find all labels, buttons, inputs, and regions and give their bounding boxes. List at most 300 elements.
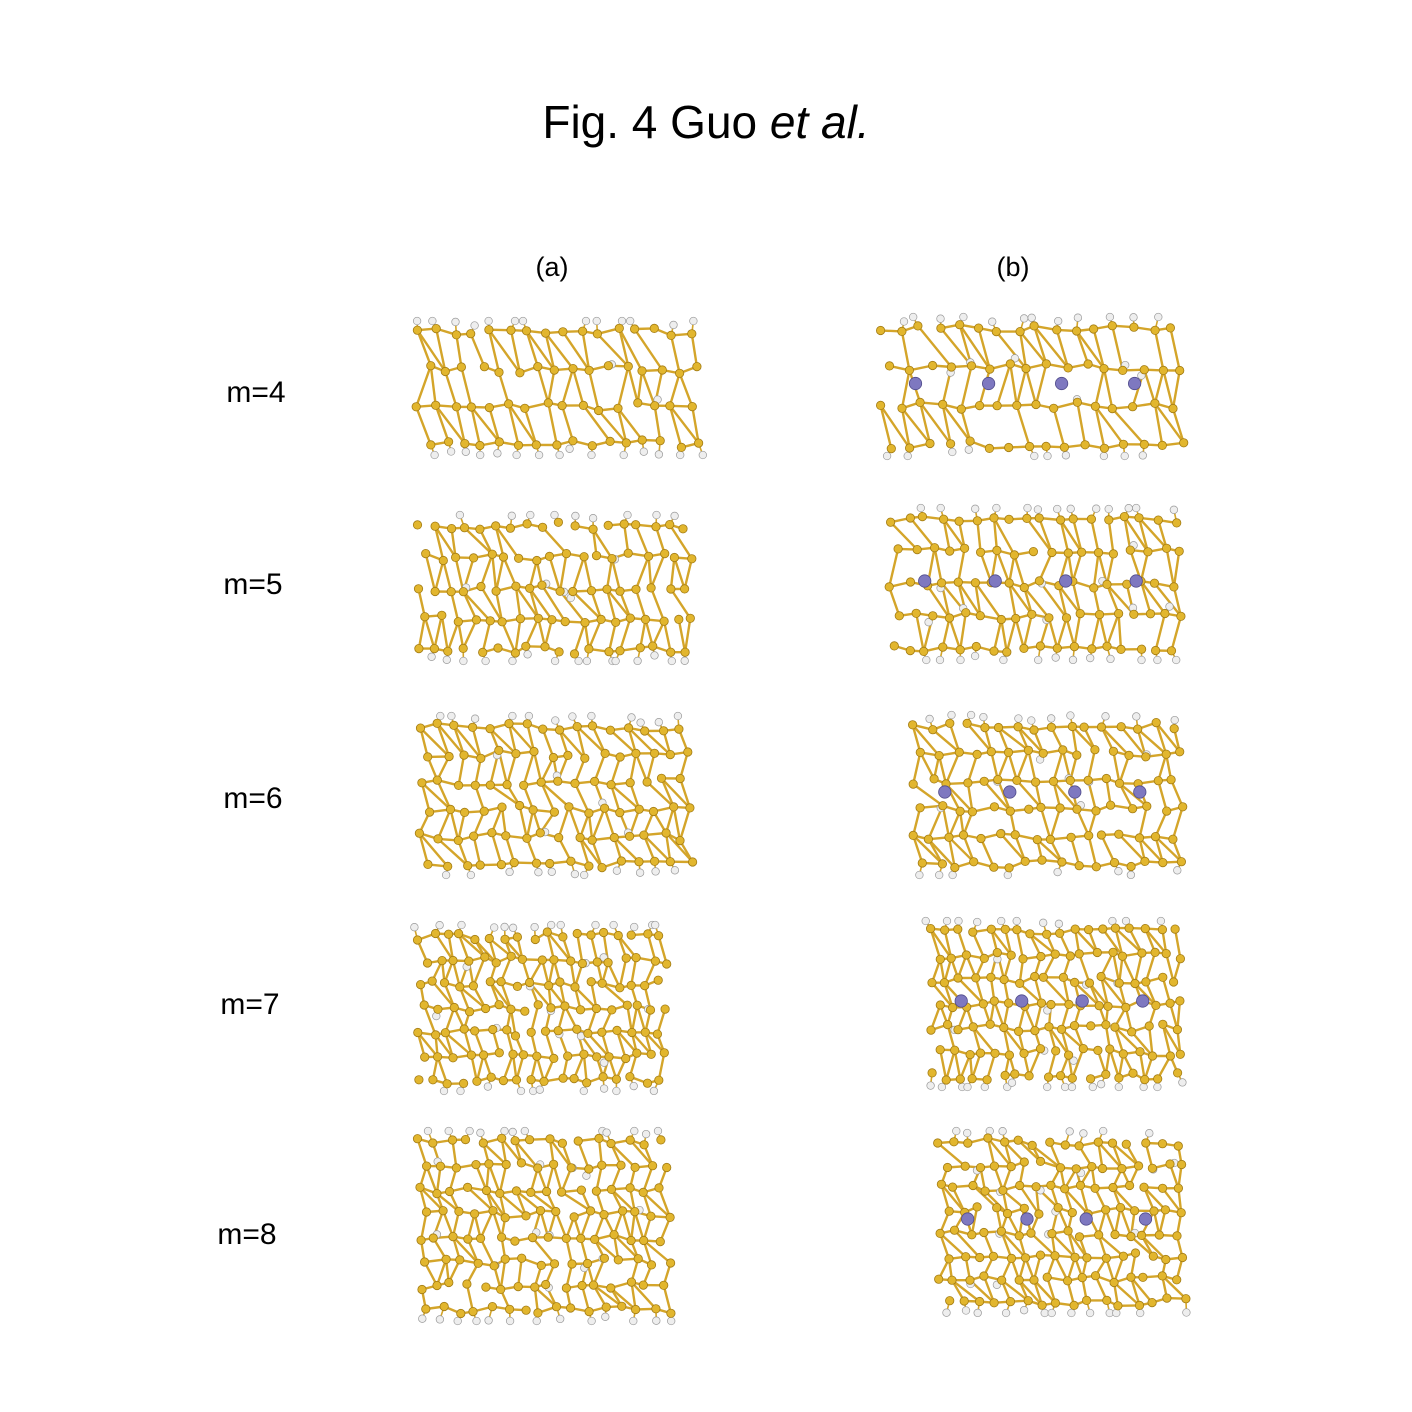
atom-b-m4 [905,444,913,452]
bond-b-m7 [931,929,941,960]
nanowire-b-m4-image [868,314,1200,459]
atom-a-m5 [597,615,605,623]
atom-a-m8 [496,1189,504,1197]
atom-b-m6 [1109,747,1117,755]
atom-b-m7 [1059,973,1067,981]
hydrogen-b-m8 [1099,1127,1107,1135]
hydrogen-b-m7 [1157,917,1165,925]
atom-a-m7 [497,978,505,986]
atom-b-m7 [987,925,995,933]
atom-a-m6 [418,779,426,787]
atom-a-m7 [547,1004,555,1012]
bond-a-m4 [527,331,538,367]
atom-b-m8 [1122,1140,1130,1148]
atom-b-m7 [1141,1075,1149,1083]
atom-a-m4 [569,437,577,445]
atom-a-m6 [523,834,531,842]
atom-a-m8 [472,1160,480,1168]
atom-b-m7 [1025,1072,1033,1080]
bond-b-m5 [910,518,934,548]
hydrogen-b-m6 [1127,871,1135,879]
atom-a-m8 [631,1305,639,1313]
bond-a-m4 [670,373,680,406]
atom-a-m8 [429,1234,437,1242]
atom-b-m7 [936,955,944,963]
bond-b-m6 [913,752,920,784]
atom-a-m7 [561,1002,569,1010]
atom-a-m7 [473,1077,481,1085]
atom-b-m8 [1098,1164,1106,1172]
atom-b-m4 [1084,360,1092,368]
atom-a-m8 [445,1278,453,1286]
atom-a-m5 [514,554,522,562]
atom-b-m6 [930,775,938,783]
atom-b-m6 [1097,831,1105,839]
hydrogen-b-m8 [943,1309,951,1317]
hydrogen-a-m8 [654,1127,662,1135]
structure-a-m6 [408,713,708,878]
atom-a-m8 [517,1159,525,1167]
atom-b-m7 [1037,999,1045,1007]
atom-a-m8 [640,1141,648,1149]
atom-a-m7 [570,1074,578,1082]
hydrogen-b-m4 [1130,314,1138,322]
atom-b-m6 [1162,750,1170,758]
row-label-m6: m=6 [223,782,283,815]
atom-b-m5 [1167,647,1175,655]
bond-a-m4 [655,406,661,441]
atom-b-m8 [1043,1273,1051,1281]
atom-a-m5 [476,525,484,533]
bond-a-m6 [451,809,459,840]
atom-a-m5 [538,581,546,589]
bond-a-m4 [499,372,509,404]
atom-a-m7 [416,980,424,988]
bond-a-m5 [543,527,567,553]
atom-b-m4 [1108,404,1116,412]
atom-b-m7 [942,1076,950,1084]
dopant-b-m6 [939,786,951,798]
atom-b-m6 [918,859,926,867]
atom-a-m6 [424,753,432,761]
atom-b-m6 [1151,832,1159,840]
bond-b-m6 [913,784,943,806]
bond-b-m6 [1054,750,1063,782]
hydrogen-b-m4 [1054,317,1062,325]
bond-a-m5 [685,618,690,652]
atom-a-m8 [666,1259,674,1267]
hydrogen-a-m8 [588,1317,596,1325]
atom-b-m7 [962,951,970,959]
atom-b-m4 [885,362,893,370]
atom-a-m4 [594,406,602,414]
hydrogen-b-m4 [1155,313,1163,321]
bond-b-m6 [946,752,959,784]
atom-b-m8 [1131,1249,1139,1257]
atom-b-m8 [1111,1230,1119,1238]
atom-b-m8 [1116,1203,1124,1211]
bond-a-m4 [416,366,431,407]
atom-b-m5 [1062,614,1070,622]
atom-a-m7 [633,1049,641,1057]
atom-b-m5 [1035,577,1043,585]
atom-a-m6 [670,803,678,811]
bond-a-m5 [674,558,684,589]
atom-b-m5 [906,514,914,522]
atom-b-m5 [906,646,914,654]
bond-b-m4 [1054,408,1065,447]
atom-b-m7 [1128,1028,1136,1036]
atom-b-m5 [1020,644,1028,652]
atom-b-m8 [1158,1184,1166,1192]
atom-b-m5 [1154,516,1162,524]
hydrogen-b-m6 [1174,867,1182,875]
row-label-m4: m=4 [226,376,286,409]
hydrogen-a-m6 [613,867,621,875]
atom-a-m4 [606,437,614,445]
atom-b-m5 [976,612,984,620]
atom-a-m8 [614,1256,622,1264]
atom-b-m5 [1076,609,1084,617]
atom-b-m8 [1016,1181,1024,1189]
atom-b-m6 [1068,722,1076,730]
atom-a-m6 [454,836,462,844]
atom-a-m8 [602,1303,610,1311]
bond-b-m5 [1107,584,1119,613]
atom-b-m4 [914,322,922,330]
atom-a-m4 [650,324,658,332]
atom-b-m8 [966,1276,974,1284]
hydrogen-a-m5 [456,511,464,519]
atom-a-m4 [441,367,449,375]
atom-b-m7 [976,1049,984,1057]
atom-a-m6 [675,725,683,733]
atom-b-m8 [1030,1276,1038,1284]
atom-a-m8 [531,1283,539,1291]
atom-a-m6 [626,779,634,787]
hydrogen-a-m6 [509,712,517,720]
atom-b-m8 [936,1229,944,1237]
bond-a-m6 [492,833,502,865]
dopant-b-m8 [1021,1213,1033,1225]
atom-b-m7 [1173,1069,1181,1077]
atom-a-m7 [507,952,515,960]
atom-a-m8 [639,1188,647,1196]
atom-b-m6 [1066,776,1074,784]
atom-a-m6 [610,833,618,841]
atom-a-m8 [439,1207,447,1215]
atom-a-m6 [539,725,547,733]
atom-a-m7 [608,1006,616,1014]
hydrogen-b-m7 [1140,1083,1148,1091]
atom-b-m5 [1005,579,1013,587]
atom-b-m5 [1173,519,1181,527]
atom-b-m8 [1174,1184,1182,1192]
atom-a-m6 [554,777,562,785]
atom-b-m4 [956,321,964,329]
atom-a-m6 [520,781,528,789]
atom-a-m6 [616,808,624,816]
atom-a-m6 [617,857,625,865]
atom-a-m6 [515,801,523,809]
atom-b-m6 [990,803,998,811]
atom-a-m7 [567,957,575,965]
atom-a-m6 [555,833,563,841]
atom-a-m6 [635,805,643,813]
hydrogen-a-m8 [473,1317,481,1325]
atom-b-m5 [1130,610,1138,618]
atom-b-m7 [954,1026,962,1034]
atom-a-m4 [569,364,577,372]
atom-b-m5 [1120,512,1128,520]
hydrogen-a-m4 [485,317,493,325]
atom-b-m8 [989,1252,997,1260]
atom-a-m5 [444,647,452,655]
dopant-b-m7 [1137,995,1149,1007]
atom-b-m4 [1006,360,1014,368]
atom-a-m5 [486,617,494,625]
atom-b-m5 [956,646,964,654]
hydrogen-a-m6 [571,870,579,878]
atom-a-m8 [567,1164,575,1172]
atom-b-m7 [927,1026,935,1034]
atom-a-m6 [434,835,442,843]
hydrogen-a-m4 [593,317,601,325]
atom-b-m4 [975,401,983,409]
atom-b-m7 [1036,1045,1044,1053]
atom-b-m5 [1103,642,1111,650]
atom-a-m7 [438,956,446,964]
hydrogen-b-m8 [953,1127,961,1135]
atom-a-m5 [667,648,675,656]
hydrogen-b-m4 [1100,452,1108,460]
atom-b-m4 [1119,366,1127,374]
bond-a-m5 [575,623,586,654]
atom-b-m7 [1151,948,1159,956]
hydrogen-a-m6 [674,712,682,720]
atom-a-m7 [487,1073,495,1081]
atom-a-m5 [454,618,462,626]
bond-b-m4 [1010,364,1017,406]
hydrogen-b-m8 [1136,1309,1144,1317]
atom-b-m6 [1106,801,1114,809]
atom-a-m7 [641,981,649,989]
atom-b-m4 [1032,400,1040,408]
atom-b-m4 [916,398,924,406]
atom-a-m7 [654,976,662,984]
bond-b-m4 [1170,328,1179,371]
atom-b-m7 [1159,1020,1167,1028]
structure-a-m4 [405,318,717,458]
atom-b-m5 [973,517,981,525]
atom-b-m7 [1141,924,1149,932]
hydrogen-b-m7 [1013,917,1021,925]
dopant-b-m4 [909,377,921,389]
atom-a-m8 [595,1134,603,1142]
atom-b-m8 [1162,1255,1170,1263]
atom-a-m5 [570,650,578,658]
atom-a-m5 [667,585,675,593]
atom-a-m8 [452,1164,460,1172]
atom-a-m7 [481,953,489,961]
atom-b-m7 [1065,1000,1073,1008]
bond-a-m5 [607,559,612,590]
atom-a-m6 [676,836,684,844]
atom-b-m5 [1135,514,1143,522]
bond-b-m7 [1135,953,1142,984]
atom-a-m7 [538,956,546,964]
hydrogen-a-m7 [509,924,517,932]
hydrogen-a-m8 [419,1315,427,1323]
atom-b-m8 [1047,1181,1055,1189]
atom-a-m7 [519,1051,527,1059]
bond-b-m6 [1173,807,1183,839]
atom-b-m6 [1056,804,1064,812]
hydrogen-a-m4 [670,321,678,329]
atom-b-m8 [1078,1273,1086,1281]
atom-a-m8 [536,1206,544,1214]
atom-a-m5 [413,521,421,529]
hydrogen-a-m7 [557,921,565,929]
atom-a-m8 [505,1305,513,1313]
bond-a-m5 [589,619,601,649]
atom-b-m6 [1097,723,1105,731]
atom-a-m8 [577,1234,585,1242]
bond-a-m5 [679,619,685,652]
hydrogen-b-m8 [974,1309,982,1317]
hydrogen-b-m5 [1024,504,1032,512]
atom-a-m7 [465,1008,473,1016]
atom-a-m6 [571,779,579,787]
atom-b-m5 [971,579,979,587]
dopant-b-m4 [1055,377,1067,389]
atom-b-m5 [939,515,947,523]
hydrogen-a-m4 [566,445,574,453]
hydrogen-a-m6 [580,871,588,879]
atom-a-m7 [598,979,606,987]
bond-a-m8 [533,1238,555,1264]
atom-b-m7 [1075,950,1083,958]
atom-b-m5 [895,612,903,620]
hydrogen-a-m6 [652,868,660,876]
atom-b-m4 [957,405,965,413]
hydrogen-b-m4 [1020,315,1028,323]
hydrogen-b-m4 [965,446,973,454]
atom-b-m5 [1146,610,1154,618]
atom-a-m7 [587,931,595,939]
atom-a-m7 [627,931,635,939]
bond-a-m5 [451,592,458,622]
atom-b-m7 [1125,924,1133,932]
atom-b-m6 [1006,807,1014,815]
bond-b-m4 [1112,409,1144,445]
hydrogen-a-m6 [588,712,596,720]
atom-a-m5 [681,648,689,656]
structure-b-m8 [925,1128,1202,1316]
atom-a-m7 [613,1026,621,1034]
bond-a-m5 [671,558,675,590]
hydrogen-a-m4 [476,451,484,459]
hydrogen-b-m7 [1061,1083,1069,1091]
atom-a-m6 [497,860,505,868]
atom-b-m6 [1033,835,1041,843]
atom-b-m4 [898,327,906,335]
atom-a-m5 [526,584,534,592]
atom-a-m8 [666,1213,674,1221]
atom-b-m5 [920,647,928,655]
atom-a-m6 [657,774,665,782]
atom-a-m4 [688,330,696,338]
atom-b-m6 [1115,830,1123,838]
atom-a-m5 [499,553,507,561]
atom-a-m6 [495,746,503,754]
hydrogen-a-m8 [556,1315,564,1323]
atom-a-m7 [599,928,607,936]
atom-b-m7 [1166,999,1174,1007]
bond-a-m8 [623,1211,632,1241]
atom-b-m8 [1036,1251,1044,1259]
atom-b-m6 [956,807,964,815]
atom-b-m6 [1059,746,1067,754]
atom-b-m5 [976,548,984,556]
hydrogen-a-m6 [471,715,479,723]
atom-b-m7 [1084,925,1092,933]
atom-a-m4 [559,328,567,336]
atom-b-m4 [1005,443,1013,451]
atom-b-m5 [1090,584,1098,592]
atom-a-m8 [433,1281,441,1289]
atom-b-m8 [975,1297,983,1305]
atom-a-m4 [461,439,469,447]
atom-a-m7 [593,958,601,966]
hydrogen-a-m7 [630,1082,638,1090]
hydrogen-b-m7 [1097,1080,1105,1088]
atom-b-m5 [1087,515,1095,523]
atom-b-m7 [936,1001,944,1009]
atom-b-m6 [1170,724,1178,732]
atom-a-m4 [550,366,558,374]
bond-a-m4 [680,373,693,406]
bond-b-m5 [916,613,924,651]
atom-b-m8 [1083,1254,1091,1262]
atom-b-m6 [939,802,947,810]
atom-a-m5 [688,555,696,563]
atom-a-m8 [570,1213,578,1221]
atom-b-m8 [1056,1164,1064,1172]
hydrogen-b-m7 [1039,919,1047,927]
atom-a-m4 [666,402,674,410]
hydrogen-b-m7 [1008,1079,1016,1087]
atom-b-m7 [1051,950,1059,958]
atom-a-m4 [638,436,646,444]
atom-a-m7 [501,935,509,943]
atom-a-m7 [531,935,539,943]
bond-b-m5 [891,522,918,549]
atom-b-m4 [1130,323,1138,331]
atom-a-m7 [612,1075,620,1083]
atom-b-m6 [1011,831,1019,839]
atom-b-m4 [1022,364,1030,372]
atom-a-m4 [630,325,638,333]
atom-b-m8 [1063,1277,1071,1285]
hydrogen-b-m6 [916,871,924,879]
bond-a-m5 [612,559,620,592]
hydrogen-a-m6 [506,868,514,876]
atom-a-m4 [585,366,593,374]
atom-a-m8 [663,1163,671,1171]
atom-a-m6 [576,833,584,841]
atom-b-m8 [1027,1229,1035,1237]
